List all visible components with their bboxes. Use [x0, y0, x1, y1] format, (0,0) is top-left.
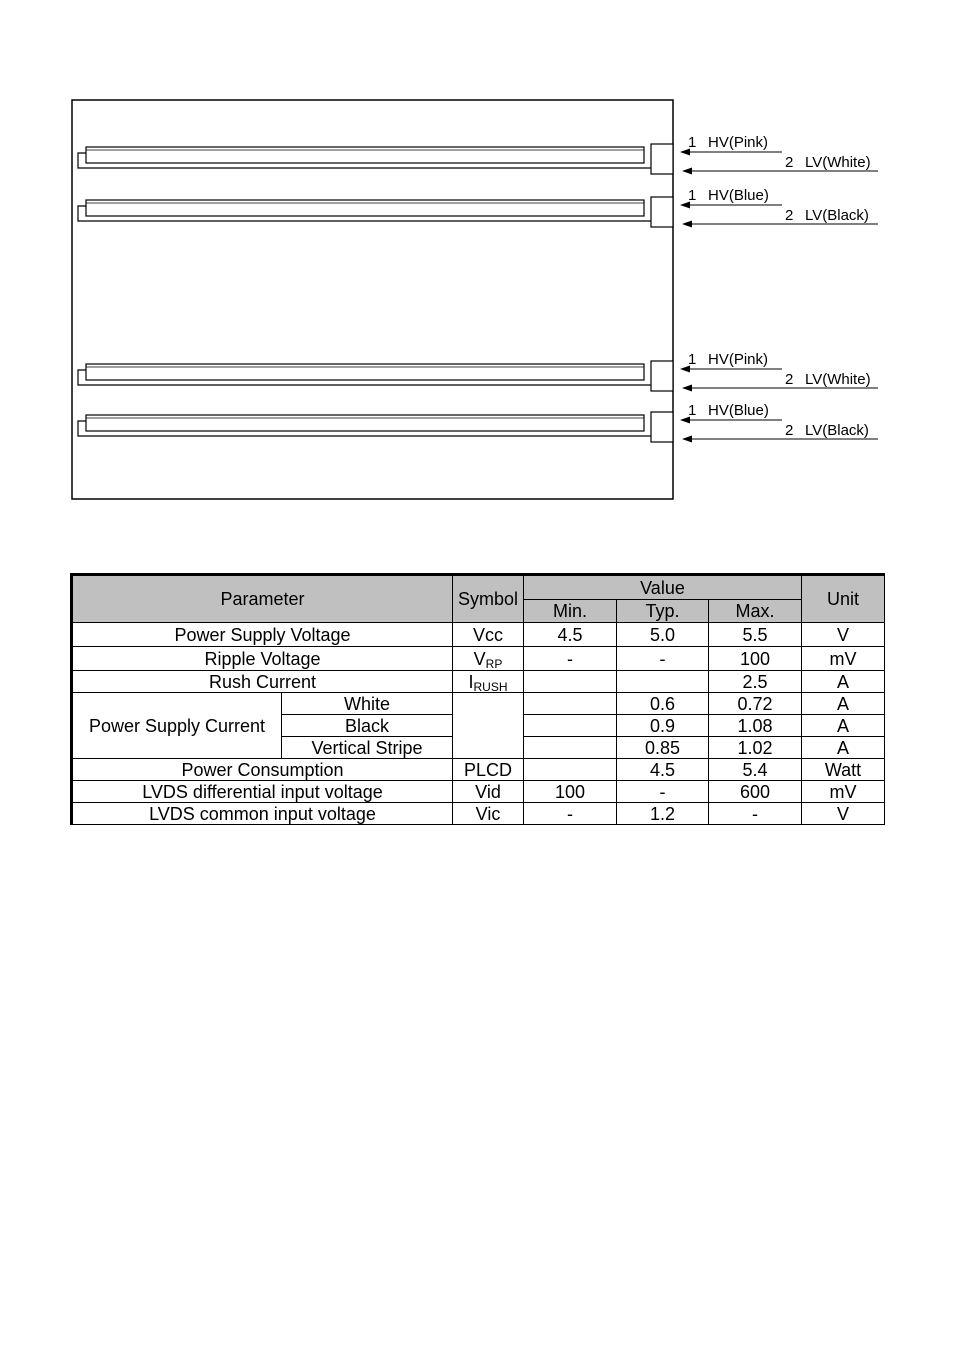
cell-max: 1.08: [709, 715, 802, 737]
hv-pin-number: 1: [688, 402, 697, 419]
table-row: [72, 759, 885, 781]
cell-typ: 5.0: [617, 623, 709, 647]
lv-pin-number: 2: [785, 371, 794, 388]
lamp-connector: [651, 144, 673, 174]
header-unit: Unit: [802, 575, 885, 623]
lamp-assembly: [78, 187, 878, 228]
lamp-tube: [86, 415, 644, 431]
cell-unit: V: [802, 623, 885, 647]
cell-min: [524, 671, 617, 693]
hv-label: HV(Blue): [708, 187, 769, 204]
table-row: [72, 803, 885, 825]
cell-symbol: Vid: [453, 781, 524, 803]
lv-arrow-icon: [682, 168, 692, 175]
cell-max: 600: [709, 781, 802, 803]
cell-unit: mV: [802, 647, 885, 671]
cell-min: [524, 715, 617, 737]
header-max: Max.: [709, 600, 802, 623]
cell-max: -: [709, 803, 802, 825]
cell-pattern: Black: [282, 715, 453, 737]
cell-unit: A: [802, 693, 885, 715]
cell-symbol: Vcc: [453, 623, 524, 647]
lamp-assembly: [78, 402, 878, 443]
cell-symbol: [453, 693, 524, 759]
symbol-subscript: RUSH: [473, 679, 508, 694]
cell-typ: -: [617, 647, 709, 671]
lv-label: LV(White): [805, 154, 871, 171]
table-row: [72, 623, 885, 647]
hv-pin-number: 1: [688, 187, 697, 204]
cell-max: 2.5: [709, 671, 802, 693]
hv-label: HV(Pink): [708, 134, 769, 151]
lamp-connector: [651, 197, 673, 227]
cell-typ: 1.2: [617, 803, 709, 825]
header-parameter: Parameter: [72, 575, 453, 623]
lv-label: LV(Black): [805, 207, 869, 224]
header-typ: Typ.: [617, 600, 709, 623]
cell-parameter: Power Supply Voltage: [72, 623, 453, 647]
hv-pin-number: 1: [688, 351, 697, 368]
cell-unit: A: [802, 737, 885, 759]
lamp-connector: [651, 412, 673, 442]
cell-pattern: White: [282, 693, 453, 715]
header-min: Min.: [524, 600, 617, 623]
cell-typ: [617, 671, 709, 693]
cell-max: 1.02: [709, 737, 802, 759]
cell-parameter: Power Consumption: [72, 759, 453, 781]
cell-unit: V: [802, 803, 885, 825]
lamp-tube: [86, 364, 644, 380]
cell-unit: A: [802, 715, 885, 737]
cell-unit: A: [802, 671, 885, 693]
table-row: [72, 647, 885, 671]
lamp-assembly: [78, 351, 878, 392]
cell-typ: -: [617, 781, 709, 803]
cell-min: 100: [524, 781, 617, 803]
lv-pin-number: 2: [785, 207, 794, 224]
lamp-assembly: [78, 134, 878, 175]
cell-parameter: Power Supply Current: [72, 693, 282, 759]
hv-label: HV(Blue): [708, 402, 769, 419]
lv-label: LV(Black): [805, 422, 869, 439]
cell-min: 4.5: [524, 623, 617, 647]
lv-arrow-icon: [682, 385, 692, 392]
header-symbol: Symbol: [453, 575, 524, 623]
cell-min: -: [524, 803, 617, 825]
table-row: [72, 693, 885, 715]
lv-pin-number: 2: [785, 154, 794, 171]
lv-label: LV(White): [805, 371, 871, 388]
electrical-characteristics-table: [70, 573, 885, 825]
table-row: [72, 671, 885, 693]
symbol-main: I: [468, 671, 474, 692]
cell-parameter: Ripple Voltage: [72, 647, 453, 671]
cell-symbol: [453, 671, 524, 693]
cell-min: [524, 737, 617, 759]
cell-typ: 0.9: [617, 715, 709, 737]
cell-min: [524, 759, 617, 781]
cell-min: -: [524, 647, 617, 671]
cell-pattern: Vertical Stripe: [282, 737, 453, 759]
lamp-tube: [86, 147, 644, 163]
header-value: Value: [524, 575, 802, 600]
cell-max: 100: [709, 647, 802, 671]
lamp-connection-diagram: [0, 0, 954, 520]
cell-unit: Watt: [802, 759, 885, 781]
cell-typ: 4.5: [617, 759, 709, 781]
cell-parameter: LVDS differential input voltage: [72, 781, 453, 803]
cell-unit: mV: [802, 781, 885, 803]
cell-max: 5.5: [709, 623, 802, 647]
cell-max: 0.72: [709, 693, 802, 715]
hv-pin-number: 1: [688, 134, 697, 151]
lv-arrow-icon: [682, 436, 692, 443]
cell-typ: 0.6: [617, 693, 709, 715]
cell-symbol: PLCD: [453, 759, 524, 781]
cell-symbol: Vic: [453, 803, 524, 825]
cell-min: [524, 693, 617, 715]
table-row: [72, 781, 885, 803]
lamp-tube: [86, 200, 644, 216]
symbol-subscript: RP: [485, 656, 503, 671]
symbol-main: V: [473, 648, 486, 669]
hv-label: HV(Pink): [708, 351, 769, 368]
lv-arrow-icon: [682, 221, 692, 228]
lv-pin-number: 2: [785, 422, 794, 439]
cell-max: 5.4: [709, 759, 802, 781]
cell-parameter: Rush Current: [72, 671, 453, 693]
cell-symbol: [453, 647, 524, 671]
cell-typ: 0.85: [617, 737, 709, 759]
lamp-connector: [651, 361, 673, 391]
cell-parameter: LVDS common input voltage: [72, 803, 453, 825]
